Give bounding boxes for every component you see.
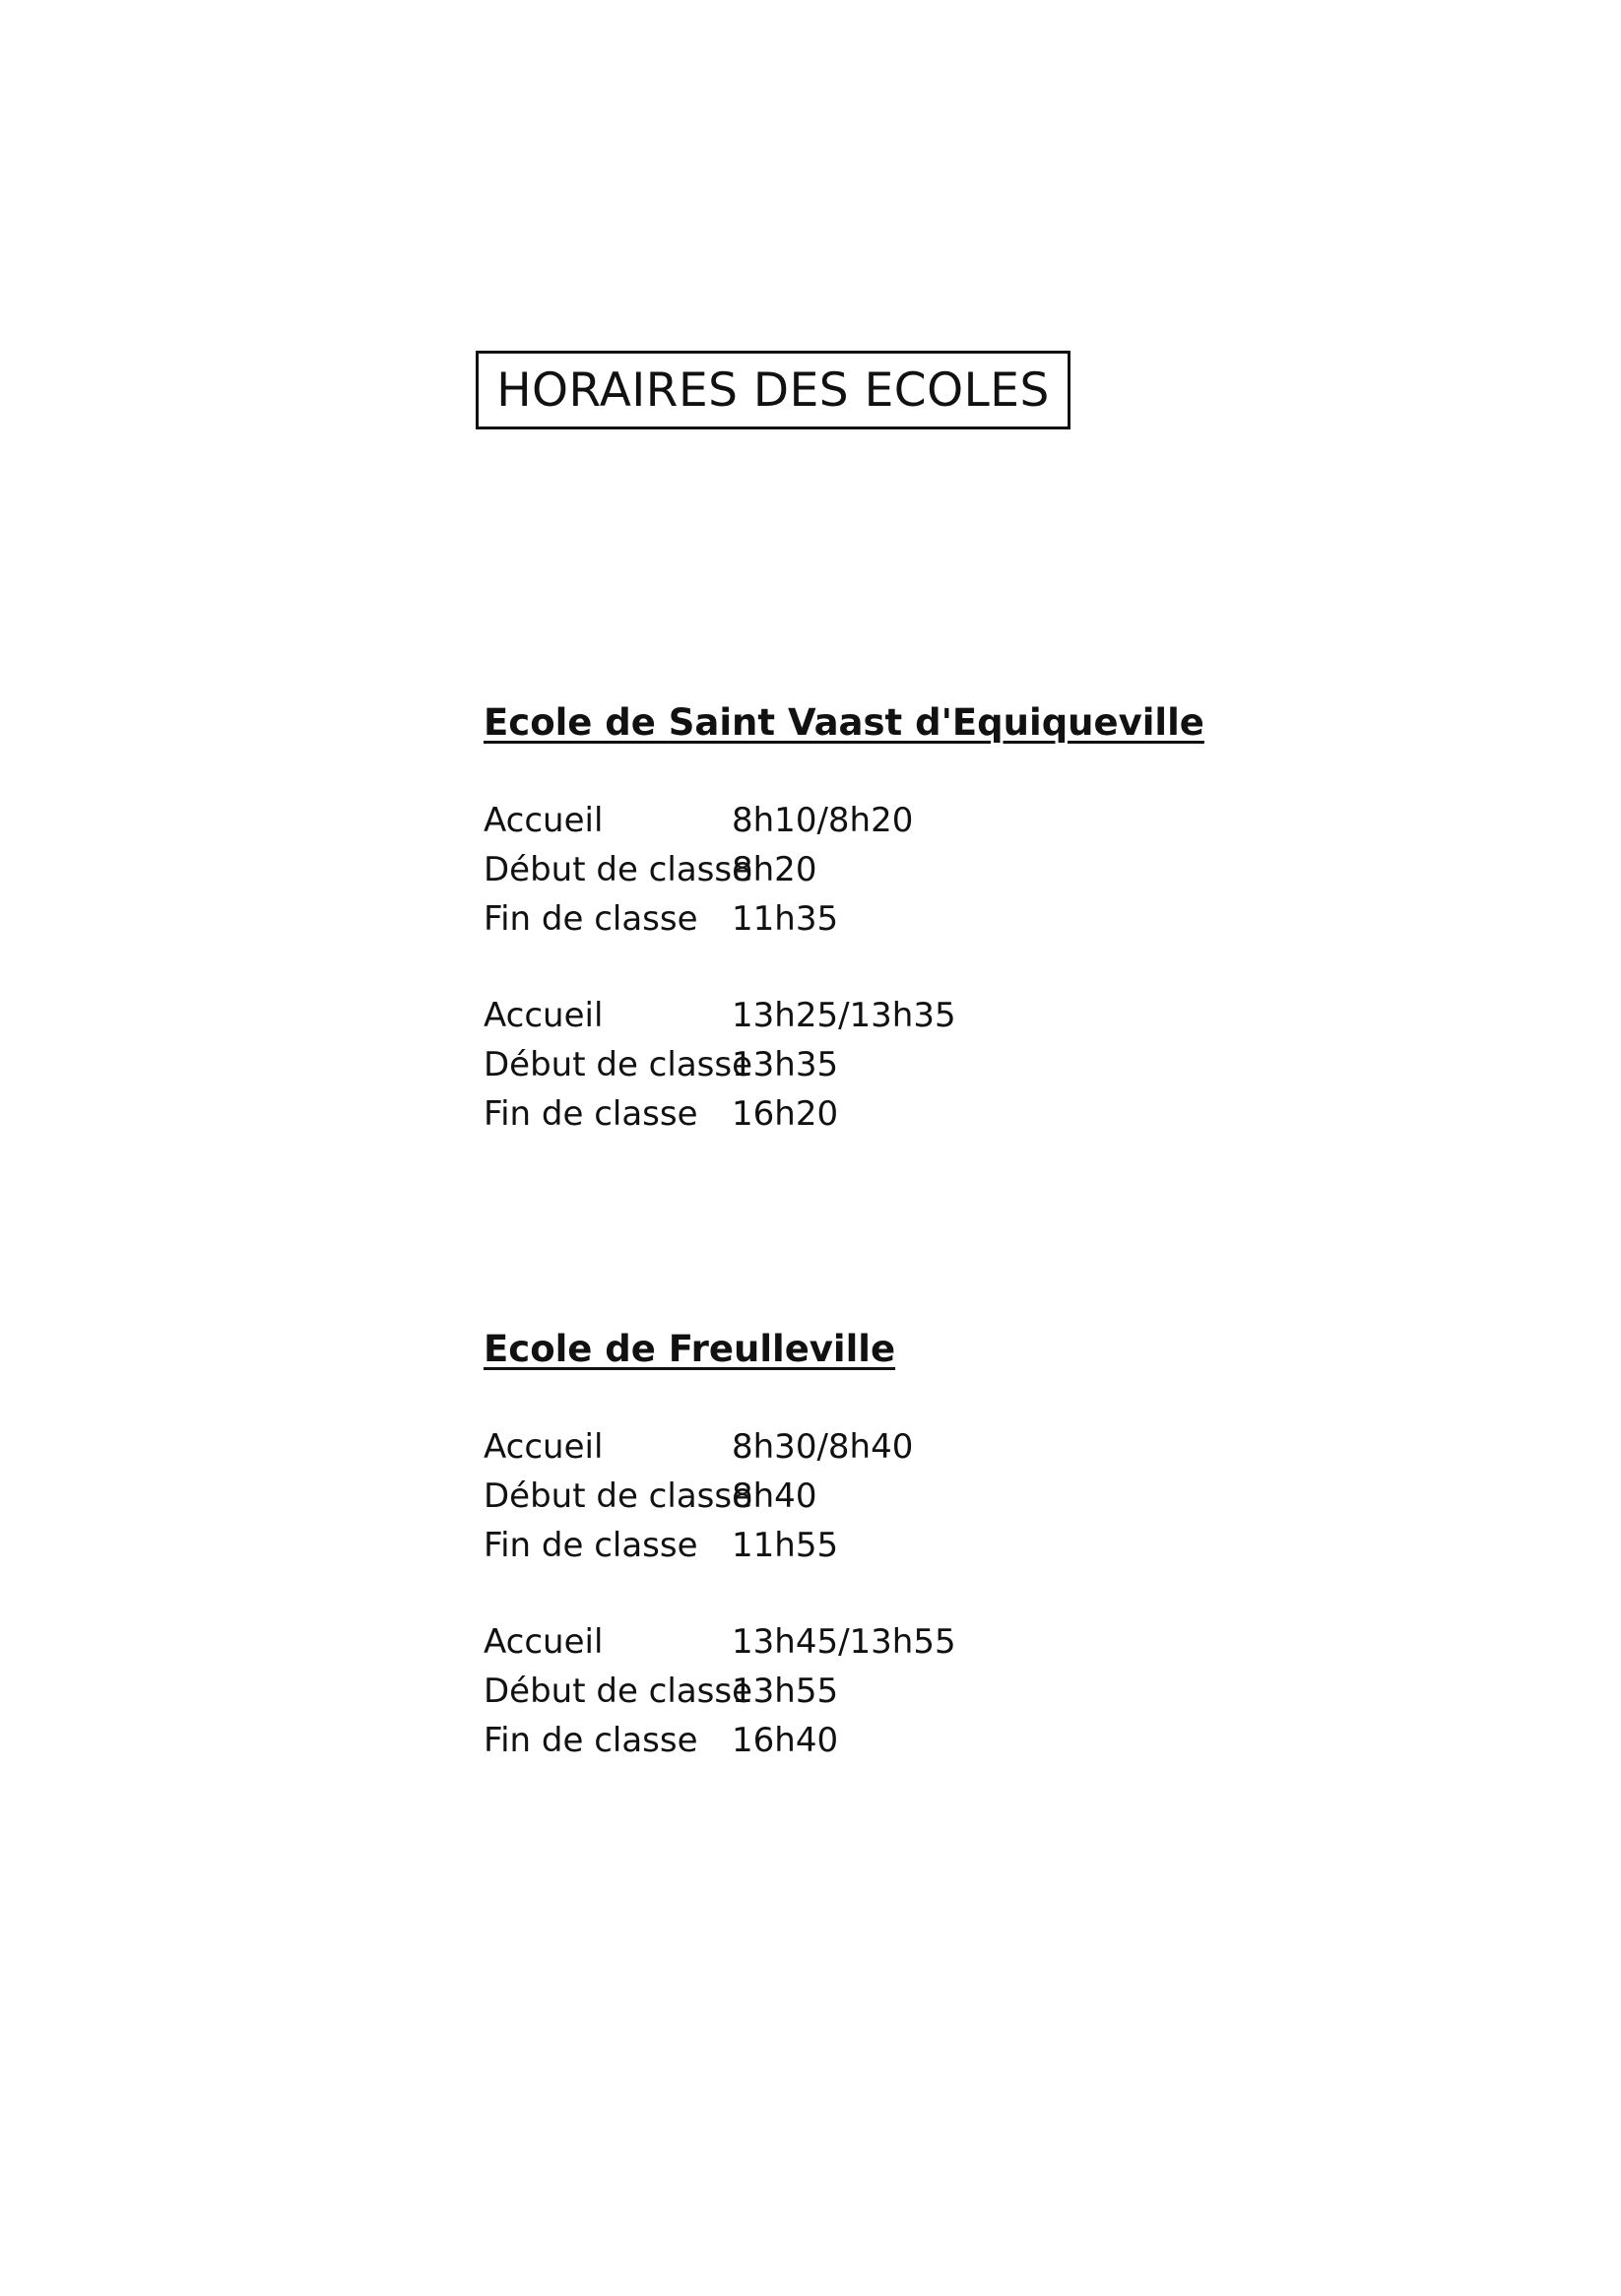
schedule-time: 13h25/13h35 [732,996,956,1035]
schedule-label: Fin de classe [484,1721,698,1760]
school-title: Ecole de Saint Vaast d'Equiqueville [484,701,1204,744]
schedule-block-morning [484,796,1271,944]
schedule-row [484,991,1271,1040]
schedule-row [484,1089,1271,1139]
schedule-time: 11h55 [732,1526,839,1565]
schedule-row [484,1472,1271,1521]
schedule-label: Accueil [484,996,604,1035]
schedule-time: 13h35 [732,1045,839,1084]
schedule-label: Accueil [484,1622,604,1662]
schedule-block-morning [484,1422,1271,1570]
schedule-time: 8h20 [732,850,817,889]
schedule-row [484,1422,1271,1472]
schedule-block-afternoon [484,1617,1271,1765]
schedule-time: 8h40 [732,1476,817,1516]
schedule-label: Accueil [484,801,604,840]
schedule-time: 11h35 [732,899,839,939]
schedule-label: Début de classe [484,1672,752,1711]
schedule-label: Début de classe [484,850,752,889]
schedule-label: Début de classe [484,1045,752,1084]
schedule-row [484,1521,1271,1570]
title-box [476,351,1070,429]
schedule-label: Début de classe [484,1476,752,1516]
school-section [484,1320,1271,1765]
school-title: Ecole de Freulleville [484,1328,896,1370]
school-section [484,693,1271,1139]
page-title: HORAIRES DES ECOLES [496,362,1050,418]
schedule-label: Accueil [484,1427,604,1467]
schedule-time: 16h20 [732,1094,839,1134]
schedule-row [484,1617,1271,1667]
schedule-row [484,1667,1271,1716]
schedule-time: 8h10/8h20 [732,801,914,840]
schedule-time: 16h40 [732,1721,839,1760]
schedule-label: Fin de classe [484,1526,698,1565]
schedule-time: 13h55 [732,1672,839,1711]
schedule-row [484,796,1271,845]
schedule-row [484,845,1271,894]
schedule-block-afternoon [484,991,1271,1139]
schedule-time: 8h30/8h40 [732,1427,914,1467]
schedule-row [484,1716,1271,1765]
schedule-row [484,894,1271,944]
schedule-time: 13h45/13h55 [732,1622,956,1662]
schedule-label: Fin de classe [484,1094,698,1134]
schedule-label: Fin de classe [484,899,698,939]
schedule-row [484,1040,1271,1089]
